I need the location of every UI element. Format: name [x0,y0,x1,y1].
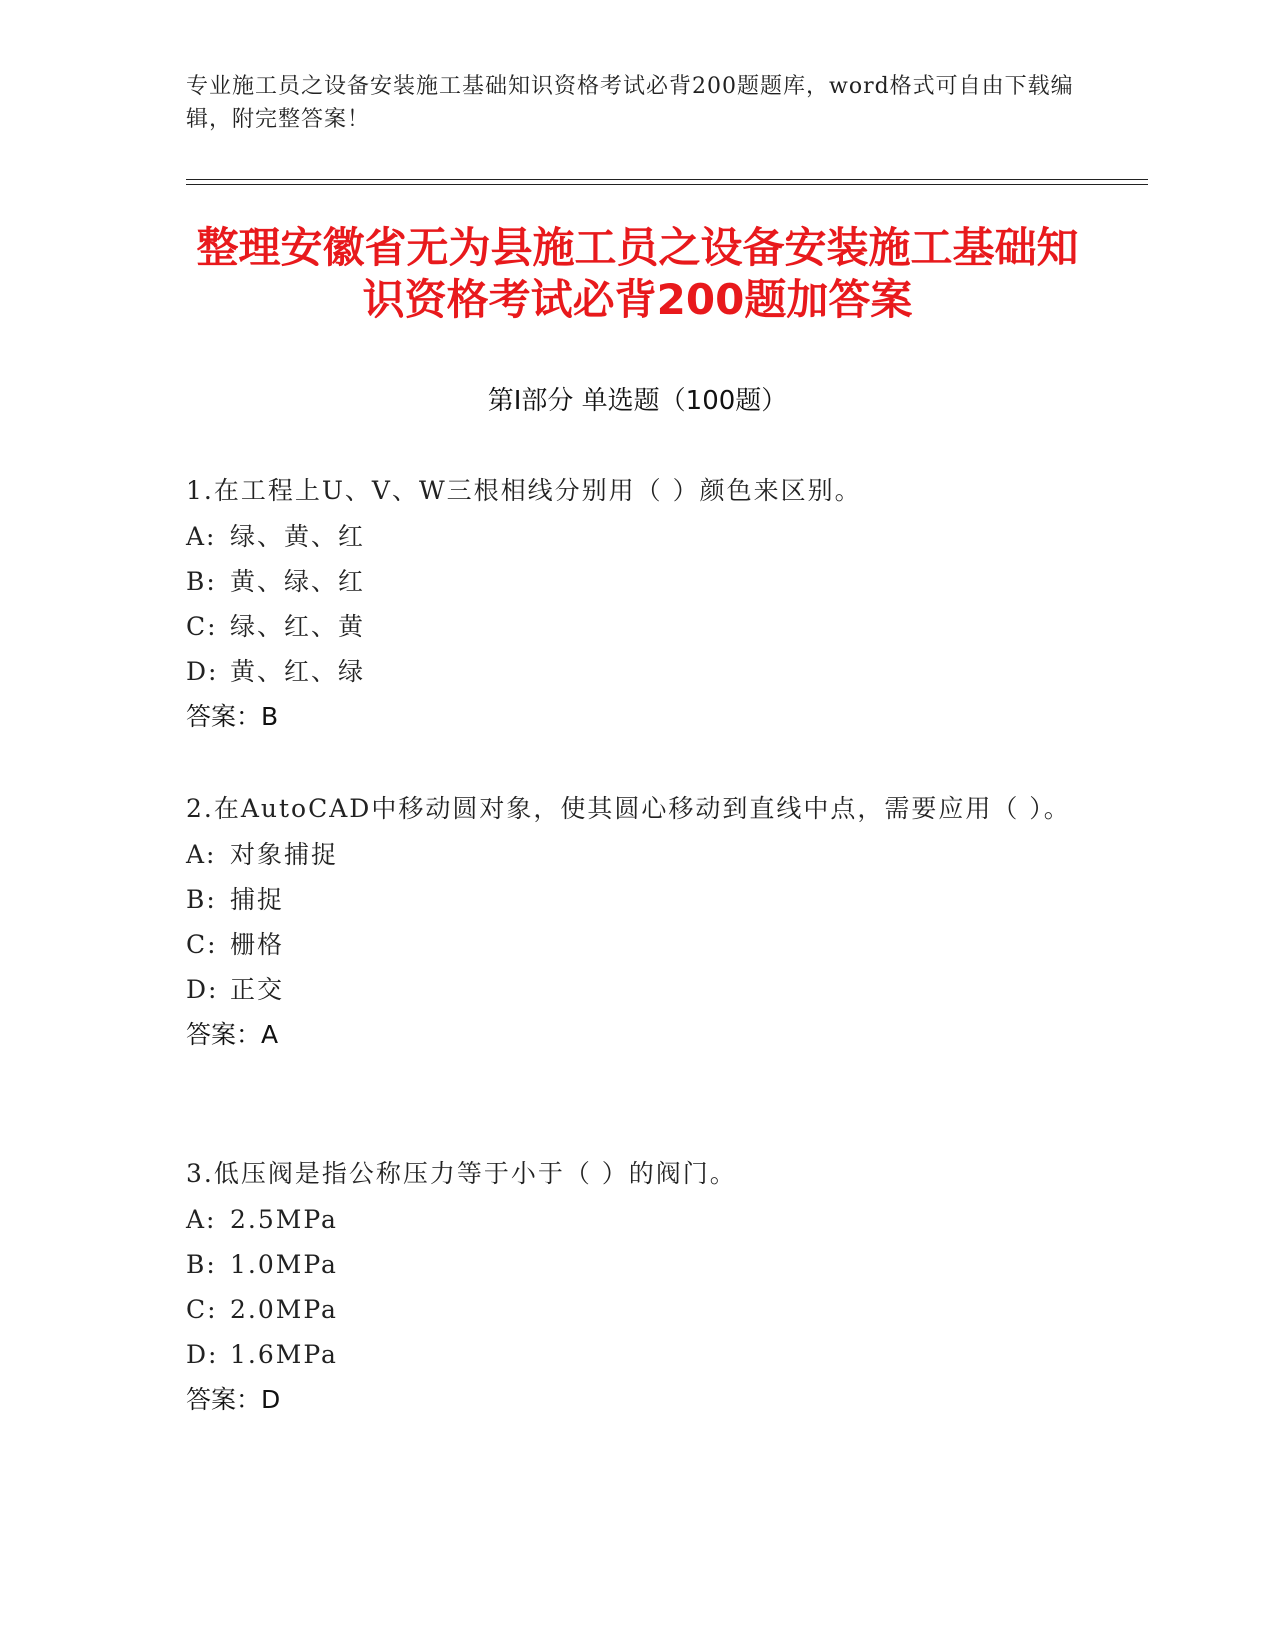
option-a [186,514,1086,559]
option-c [186,604,1086,649]
option-text: 绿、黄、红 [230,522,366,551]
option-letter: B: [186,567,217,596]
option-c [186,922,1086,967]
option-a [186,1197,1086,1242]
header-note: 专业施工员之设备安装施工基础知识资格考试必背200题题库，word格式可自由下载编辑，附完整答案！ [186,74,1074,132]
question-stem: 1.在工程上U、V、W三根相线分别用（ ）颜色来区别。 [186,476,862,505]
option-letter: A: [186,522,217,551]
option-letter: B: [186,1250,217,1279]
option-letter: D: [186,657,219,686]
option-text: 捕捉 [230,885,285,914]
option-c [186,1287,1086,1332]
option-text: 正交 [230,975,285,1004]
answer: 答案：B [186,702,279,731]
option-letter: C: [186,1295,218,1324]
option-b [186,1242,1086,1287]
section-title: 第I部分 单选题（100题） [487,386,788,416]
option-letter: A: [186,1205,217,1234]
document-title: 整理安徽省无为县施工员之设备安装施工基础知识资格考试必背200题加答案 [196,223,1079,324]
question-1 [186,468,1086,739]
option-letter: C: [186,930,218,959]
option-text: 黄、绿、红 [230,567,366,596]
option-text: 绿、红、黄 [230,612,366,641]
option-letter: A: [186,840,217,869]
option-text: 2.0MPa [230,1295,338,1324]
option-b [186,877,1086,922]
answer: 答案：A [186,1020,279,1049]
option-letter: B: [186,885,217,914]
option-letter: D: [186,975,219,1004]
option-b [186,559,1086,604]
option-text: 1.0MPa [230,1250,338,1279]
option-d [186,967,1086,1012]
option-letter: C: [186,612,218,641]
option-text: 对象捕捉 [230,840,339,869]
option-d [186,649,1086,694]
option-text: 栅格 [230,930,285,959]
option-text: 黄、红、绿 [230,657,366,686]
option-d [186,1332,1086,1377]
option-a [186,832,1086,877]
header-divider-bottom [186,184,1148,185]
option-letter: D: [186,1340,219,1369]
question-2 [186,786,1086,1057]
answer: 答案：D [186,1385,281,1414]
option-text: 2.5MPa [230,1205,338,1234]
option-text: 1.6MPa [230,1340,338,1369]
question-stem: 2.在AutoCAD中移动圆对象，使其圆心移动到直线中点，需要应用（ ）。 [186,794,1071,823]
question-stem: 3.低压阀是指公称压力等于小于（ ）的阀门。 [186,1159,737,1188]
header-divider-top [186,179,1148,180]
question-3 [186,1151,1086,1422]
